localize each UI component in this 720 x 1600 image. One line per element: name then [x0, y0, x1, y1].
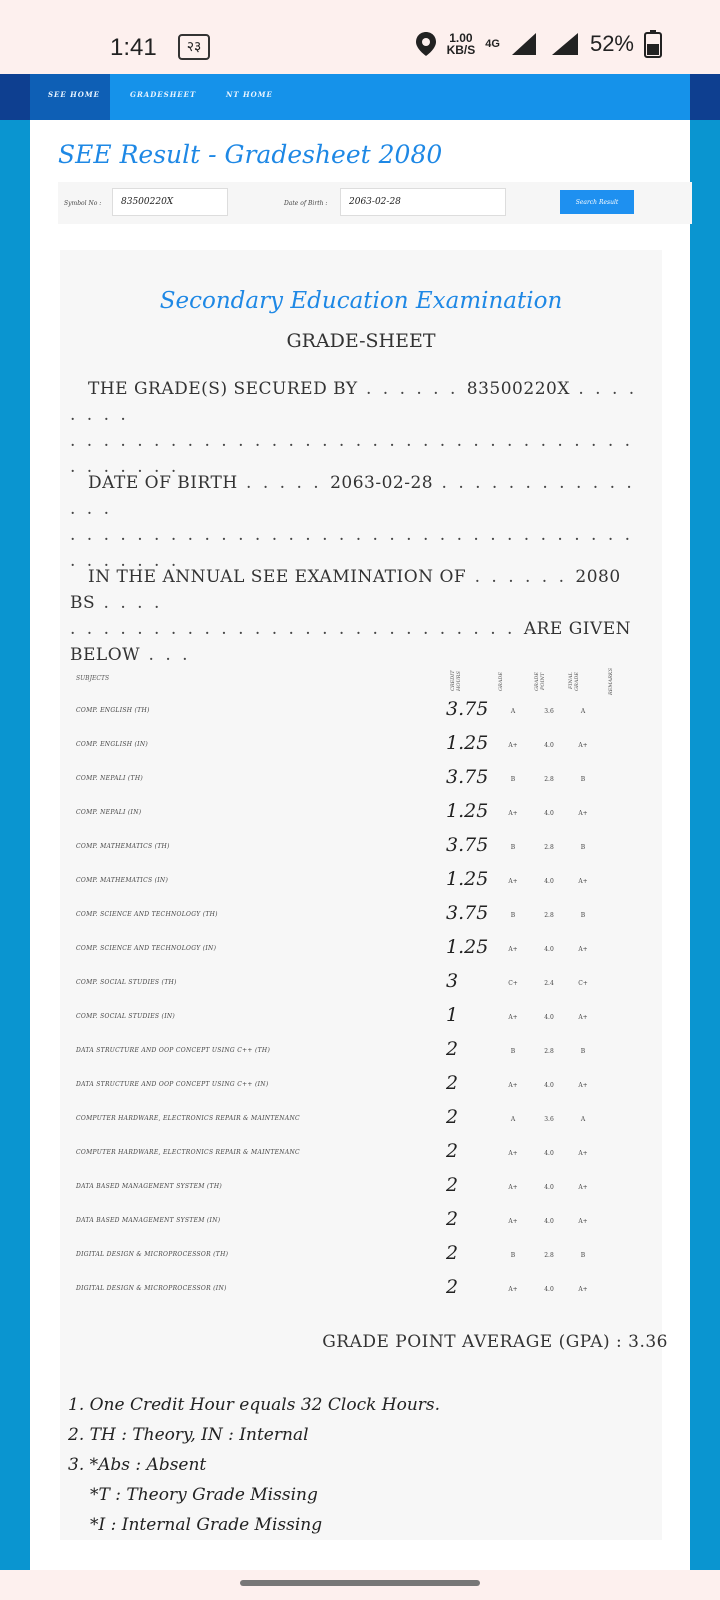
- grade-point: 2.8: [544, 912, 554, 919]
- subject-name: DATA BASED MANAGEMENT SYSTEM (TH): [76, 1183, 223, 1190]
- subject-name: COMP. NEPALI (IN): [76, 809, 142, 816]
- header-subjects: SUBJECTS: [76, 675, 110, 682]
- home-gesture-handle[interactable]: [240, 1580, 480, 1586]
- final-grade: A+: [578, 1150, 588, 1157]
- grade-point: 2.8: [544, 844, 554, 851]
- table-row: [60, 968, 662, 1002]
- status-bar: [0, 0, 720, 74]
- final-grade: A+: [578, 1286, 588, 1293]
- final-grade: A+: [578, 878, 588, 885]
- grade-point: 3.6: [544, 1116, 554, 1123]
- gradesheet-title: GRADE-SHEET: [286, 330, 436, 352]
- header-grade-point: GRADE POINT: [534, 671, 546, 691]
- secured-by-line: THE GRADE(S) SECURED BY . . . . . . 83500220X . . . . . . . . . . . . . . . . . . . . . . . . . . . . . . . . . . . . . . . . . . . . . . . . .: [70, 379, 638, 477]
- subject-name: COMP. MATHEMATICS (IN): [76, 877, 169, 884]
- credit-hours: 2: [446, 1140, 459, 1162]
- subject-name: DIGITAL DESIGN & MICROPROCESSOR (TH): [76, 1251, 229, 1258]
- grade-point: 4.0: [544, 1014, 554, 1021]
- grade-point: 4.0: [544, 742, 554, 749]
- subject-name: COMP. SOCIAL STUDIES (IN): [76, 1013, 176, 1020]
- grade-point: 2.8: [544, 1252, 554, 1259]
- final-grade: B: [580, 912, 586, 919]
- notification-icon: २३: [178, 34, 210, 60]
- subject-name: DATA STRUCTURE AND OOP CONCEPT USING C++ (TH): [76, 1047, 271, 1054]
- credit-hours: 1.25: [446, 800, 489, 822]
- symbol-input[interactable]: [112, 188, 228, 216]
- credit-hours: 1.25: [446, 936, 489, 958]
- symbol-label: Symbol No :: [64, 200, 102, 207]
- gpa-summary: [322, 1332, 668, 1352]
- table-row: [60, 1138, 662, 1172]
- table-row: [60, 764, 662, 798]
- note-item: 1. One Credit Hour equals 32 Clock Hours.: [68, 1395, 441, 1415]
- gpa-label: GRADE POINT AVERAGE (GPA) :: [322, 1332, 623, 1352]
- table-row: [60, 900, 662, 934]
- table-row: [60, 730, 662, 764]
- final-grade: B: [580, 844, 586, 851]
- grade: A+: [508, 1150, 518, 1157]
- note-item: *I : Internal Grade Missing: [90, 1515, 323, 1535]
- grade: B: [510, 912, 516, 919]
- credit-hours: 2: [446, 1208, 459, 1230]
- secured-by-value: 83500220X: [466, 379, 570, 399]
- note-item: *T : Theory Grade Missing: [90, 1485, 318, 1505]
- search-form: [58, 182, 692, 224]
- grade: A: [510, 708, 516, 715]
- header-remarks: REMARKS: [608, 667, 614, 695]
- credit-hours: 2: [446, 1072, 459, 1094]
- network-speed: 1.00 KB/S: [446, 31, 476, 57]
- dob-label: Date of Birth :: [284, 200, 328, 207]
- annual-exam-line: IN THE ANNUAL SEE EXAMINATION OF . . . . . . 2080 BS . . . . . . . . . . . . . . . . . . . . . . . . . . . . . . . ARE GIVEN BELOW . . .: [70, 567, 632, 665]
- grade-point: 4.0: [544, 810, 554, 817]
- signal-icon-2: [550, 31, 580, 57]
- grade: A+: [508, 1286, 518, 1293]
- table-row: [60, 1240, 662, 1274]
- final-grade: C+: [578, 980, 588, 987]
- credit-hours: 2: [446, 1174, 459, 1196]
- page-content: [30, 120, 690, 1570]
- grade: B: [510, 844, 516, 851]
- credit-hours: 3.75: [446, 834, 489, 856]
- frame-right: [690, 74, 720, 1570]
- credit-hours: 3.75: [446, 698, 489, 720]
- final-grade: A+: [578, 810, 588, 817]
- exam-title: Secondary Education Examination: [159, 288, 563, 314]
- frame-left: [0, 74, 30, 1570]
- table-row: [60, 1206, 662, 1240]
- subject-name: COMP. ENGLISH (IN): [76, 741, 149, 748]
- table-row: [60, 798, 662, 832]
- header-credit-hours: CREDIT HOURS: [450, 670, 462, 692]
- grade: A+: [508, 1218, 518, 1225]
- subject-name: COMP. SCIENCE AND TECHNOLOGY (TH): [76, 911, 218, 918]
- table-row: [60, 866, 662, 900]
- note-item: 2. TH : Theory, IN : Internal: [68, 1425, 309, 1445]
- grade: B: [510, 1048, 516, 1055]
- final-grade: A+: [578, 1218, 588, 1225]
- grade: A+: [508, 1082, 518, 1089]
- top-navigation: [0, 74, 720, 120]
- table-row: [60, 1104, 662, 1138]
- grade: A+: [508, 946, 518, 953]
- location-icon: [415, 31, 437, 57]
- grade: A: [510, 1116, 516, 1123]
- grade-point: 4.0: [544, 1184, 554, 1191]
- note-item: 3. *Abs : Absent: [68, 1455, 207, 1475]
- subject-name: COMP. MATHEMATICS (TH): [76, 843, 170, 850]
- table-row: [60, 696, 662, 730]
- final-grade: A: [580, 1116, 586, 1123]
- grade-point: 4.0: [544, 1150, 554, 1157]
- credit-hours: 2: [446, 1276, 459, 1298]
- final-grade: A+: [578, 1184, 588, 1191]
- credit-hours: 1.25: [446, 732, 489, 754]
- grade-point: 4.0: [544, 878, 554, 885]
- grade: A+: [508, 742, 518, 749]
- nav-item-gradesheet[interactable]: GRADESHEET: [130, 90, 197, 99]
- search-result-button[interactable]: Search Result: [560, 190, 634, 214]
- notes-list: [68, 1390, 440, 1540]
- grade: C+: [508, 980, 518, 987]
- final-grade: B: [580, 1048, 586, 1055]
- final-grade: A+: [578, 946, 588, 953]
- table-row: [60, 832, 662, 866]
- grade: A+: [508, 810, 518, 817]
- grade: A+: [508, 1184, 518, 1191]
- credit-hours: 1: [446, 1004, 459, 1026]
- clock: 1:41: [110, 34, 157, 61]
- subject-name: COMPUTER HARDWARE, ELECTRONICS REPAIR & MAINTENANC: [76, 1149, 300, 1156]
- grade-point: 2.4: [544, 980, 554, 987]
- final-grade: A: [580, 708, 586, 715]
- system-navigation-bar: [0, 1570, 720, 1600]
- final-grade: A+: [578, 1082, 588, 1089]
- credit-hours: 3: [446, 970, 459, 992]
- grade-point: 4.0: [544, 1082, 554, 1089]
- table-row: [60, 1002, 662, 1036]
- final-grade: A+: [578, 742, 588, 749]
- dob-line: DATE OF BIRTH . . . . . 2063-02-28 . . . . . . . . . . . . . . . . . . . . . . . . . . . . . . . . . . . . . . . . . . . . . . . . . . . . . . . .: [70, 473, 635, 571]
- credit-hours: 3.75: [446, 766, 489, 788]
- subject-name: COMPUTER HARDWARE, ELECTRONICS REPAIR & MAINTENANC: [76, 1115, 300, 1122]
- dob-input[interactable]: [340, 188, 506, 216]
- battery-icon: [644, 30, 662, 58]
- grade-point: 4.0: [544, 1218, 554, 1225]
- grade: A+: [508, 1014, 518, 1021]
- credit-hours: 1.25: [446, 868, 489, 890]
- subject-name: DATA BASED MANAGEMENT SYSTEM (IN): [76, 1217, 221, 1224]
- page-title: SEE Result - Gradesheet 2080: [58, 140, 443, 169]
- credit-hours: 2: [446, 1038, 459, 1060]
- grade-point: 4.0: [544, 946, 554, 953]
- annual-value: 2080 BS: [70, 567, 621, 613]
- grade-point: 2.8: [544, 1048, 554, 1055]
- table-row: [60, 1172, 662, 1206]
- gradesheet-card: [60, 250, 668, 1540]
- grade-point: 3.6: [544, 708, 554, 715]
- status-icons: [415, 30, 662, 58]
- final-grade: B: [580, 776, 586, 783]
- grade: B: [510, 776, 516, 783]
- header-grade: GRADE: [498, 671, 504, 691]
- final-grade: B: [580, 1252, 586, 1259]
- network-type-label: 4G: [485, 38, 500, 50]
- grade: B: [510, 1252, 516, 1259]
- subject-name: COMP. NEPALI (TH): [76, 775, 144, 782]
- battery-percent: 52%: [589, 31, 634, 56]
- final-grade: A+: [578, 1014, 588, 1021]
- subject-name: COMP. SCIENCE AND TECHNOLOGY (IN): [76, 945, 217, 952]
- dob-value: 2063-02-28: [330, 473, 434, 493]
- grade-point: 4.0: [544, 1286, 554, 1293]
- header-final-grade: FINAL GRADE: [568, 671, 580, 691]
- credit-hours: 2: [446, 1106, 459, 1128]
- table-row: [60, 1036, 662, 1070]
- signal-icon: [510, 31, 540, 57]
- subject-name: DATA STRUCTURE AND OOP CONCEPT USING C++ (IN): [76, 1081, 269, 1088]
- subject-name: COMP. ENGLISH (TH): [76, 707, 150, 714]
- subject-name: DIGITAL DESIGN & MICROPROCESSOR (IN): [76, 1285, 227, 1292]
- gpa-value: 3.36: [628, 1332, 668, 1352]
- credit-hours: 3.75: [446, 902, 489, 924]
- table-row: [60, 1070, 662, 1104]
- subject-name: COMP. SOCIAL STUDIES (TH): [76, 979, 177, 986]
- grade: A+: [508, 878, 518, 885]
- nav-item-nt-home[interactable]: NT HOME: [226, 90, 273, 99]
- credit-hours: 2: [446, 1242, 459, 1264]
- grade-point: 2.8: [544, 776, 554, 783]
- table-row: [60, 1274, 662, 1308]
- nav-item-see-home[interactable]: SEE HOME: [48, 90, 100, 99]
- table-row: [60, 934, 662, 968]
